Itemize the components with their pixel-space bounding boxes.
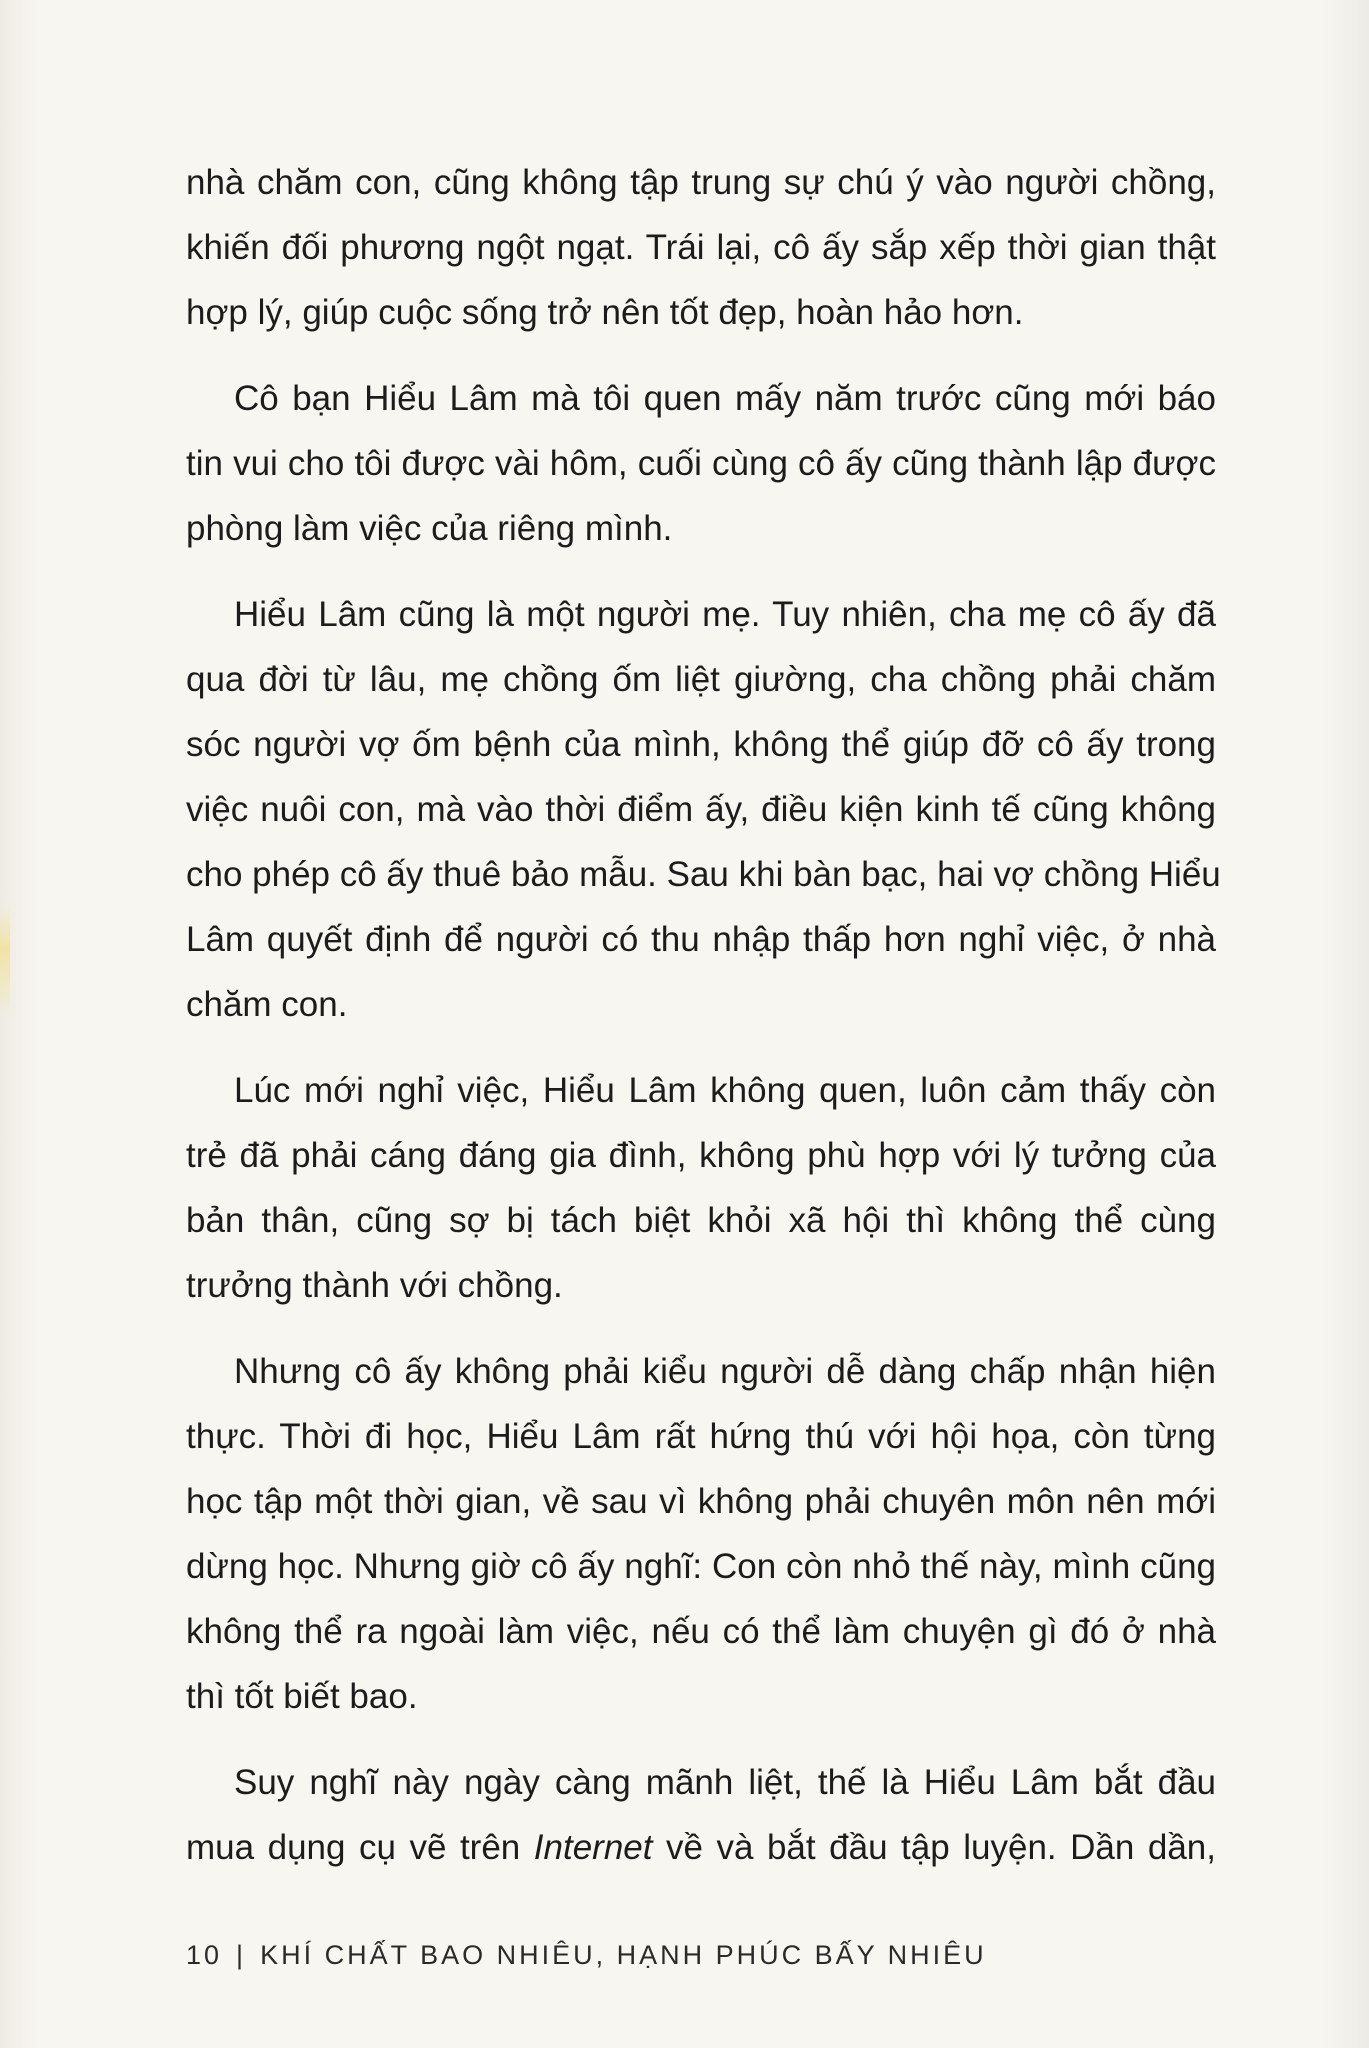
text-line: trưởng thành với chồng. — [186, 1266, 563, 1305]
page-edge-stain — [0, 905, 10, 1015]
paragraph — [186, 150, 1216, 345]
text-line: tin vui cho tôi được vài hôm, cuối cùng cô ấy cũng thành lập được — [186, 444, 1216, 483]
body-text — [186, 150, 1221, 1880]
page-footer — [186, 1940, 987, 1971]
text-line: Cô bạn Hiểu Lâm mà tôi quen mấy năm trước cũng mới báo — [234, 379, 1216, 418]
text-line: cho phép cô ấy thuê bảo mẫu. Sau khi bàn bạc, hai vợ chồng Hiểu — [186, 855, 1221, 894]
text-line: khiến đối phương ngột ngạt. Trái lại, cô ấy sắp xếp thời gian thật — [186, 228, 1216, 267]
text-line: sóc người vợ ốm bệnh của mình, không thể giúp đỡ cô ấy trong — [186, 725, 1216, 764]
paragraph — [186, 1339, 1216, 1729]
text-line: chăm con. — [186, 985, 348, 1024]
paragraph — [186, 366, 1216, 561]
text-line: Lúc mới nghỉ việc, Hiểu Lâm không quen, luôn cảm thấy còn — [234, 1071, 1216, 1110]
text-line: thì tốt biết bao. — [186, 1677, 418, 1716]
text-line: không thể ra ngoài làm việc, nếu có thể làm chuyện gì đó ở nhà — [186, 1612, 1216, 1651]
text-line: việc nuôi con, mà vào thời điểm ấy, điều kiện kinh tế cũng không — [186, 790, 1216, 829]
text-line: mua dụng cụ vẽ trên Internet về và bắt đầu tập luyện. Dần dần, — [186, 1828, 1216, 1867]
text-line: phòng làm việc của riêng mình. — [186, 509, 673, 548]
text-line: bản thân, cũng sợ bị tách biệt khỏi xã hội thì không thể cùng — [186, 1201, 1216, 1240]
text-line: nhà chăm con, cũng không tập trung sự chú ý vào người chồng, — [186, 163, 1216, 202]
paragraph — [186, 1750, 1216, 1880]
text-line: thực. Thời đi học, Hiểu Lâm rất hứng thú với hội họa, còn từng — [186, 1417, 1216, 1456]
footer-separator: | — [236, 1940, 247, 1970]
text-line: Nhưng cô ấy không phải kiểu người dễ dàng chấp nhận hiện — [234, 1352, 1216, 1391]
text-line: trẻ đã phải cáng đáng gia đình, không phù hợp với lý tưởng của — [186, 1136, 1216, 1175]
paragraph — [186, 1058, 1216, 1318]
text-line: học tập một thời gian, về sau vì không phải chuyên môn nên mới — [186, 1482, 1216, 1521]
text-line: dừng học. Nhưng giờ cô ấy nghĩ: Con còn nhỏ thế này, mình cũng — [186, 1547, 1216, 1586]
text-line: hợp lý, giúp cuộc sống trở nên tốt đẹp, hoàn hảo hơn. — [186, 293, 1024, 332]
text-line: qua đời từ lâu, mẹ chồng ốm liệt giường, cha chồng phải chăm — [186, 660, 1216, 699]
page-number: 10 — [186, 1940, 223, 1970]
text-line: Lâm quyết định để người có thu nhập thấp hơn nghỉ việc, ở nhà — [186, 920, 1216, 959]
text-line: Hiểu Lâm cũng là một người mẹ. Tuy nhiên, cha mẹ cô ấy đã — [234, 595, 1216, 634]
text-line: Suy nghĩ này ngày càng mãnh liệt, thế là Hiểu Lâm bắt đầu — [234, 1763, 1216, 1802]
running-title: KHÍ CHẤT BAO NHIÊU, HẠNH PHÚC BẤY NHIÊU — [260, 1940, 987, 1970]
paragraph — [186, 582, 1221, 1037]
italic-term: Internet — [533, 1828, 653, 1867]
